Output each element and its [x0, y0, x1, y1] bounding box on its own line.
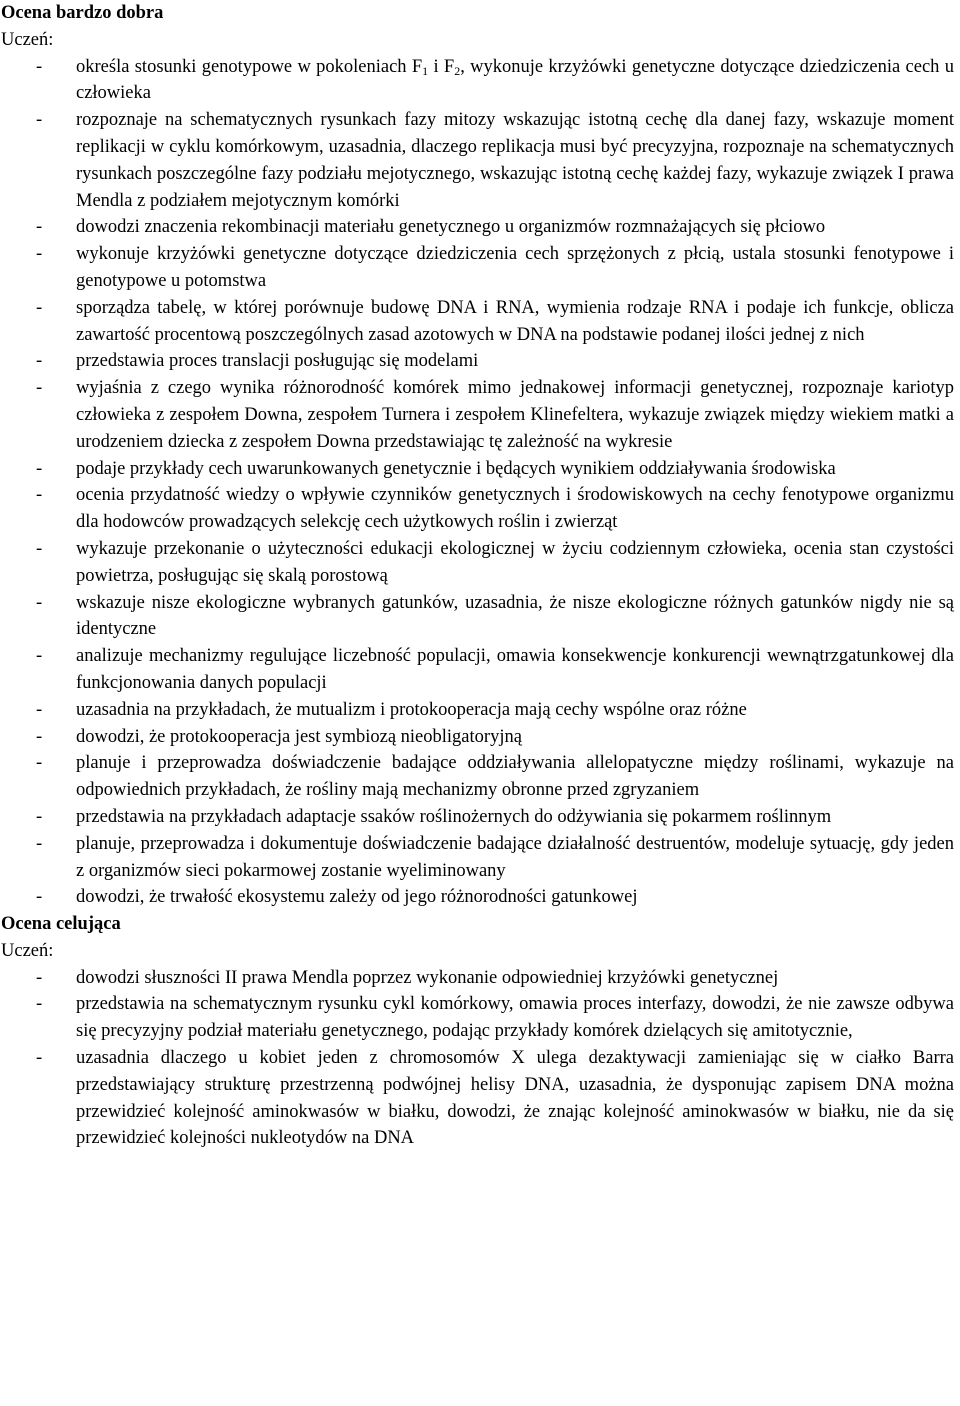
list-item [0, 214, 954, 241]
list-item [0, 536, 954, 590]
section-ocena-celujaca [0, 911, 954, 1152]
list-item-text: planuje, przeprowadza i dokumentuje doświadczenie badające działalność destruentów, modeluje sytuację, gdy jeden z organizmów sieci pokarmowej zostanie wyeliminowany [76, 833, 954, 881]
list-item-text: wyjaśnia z czego wynika różnorodność komórek mimo jednakowej informacji genetycznej, rozpoznaje kariotyp człowieka z zespołem Downa, zespołem Turnera i zespołem Klinefeltera, wykazuje związek między wiekiem matki a urodzeniem dziecka z zespołem Downa przedstawiając tę zależność na wykresie [76, 378, 954, 452]
list-item-text: sporządza tabelę, w której porównuje budowę DNA i RNA, wymienia rodzaje RNA i podaje ich funkcje, oblicza zawartość procentową poszczególnych zasad azotowych w DNA na podstawie podanej ilości jednej z nich [76, 297, 954, 345]
list-item-text: planuje i przeprowadza doświadczenie badające oddziaływania allelopatyczne między roślinami, wykazuje na odpowiednich przykładach, że rośliny mają mechanizmy obronne przed zgryzaniem [76, 753, 954, 801]
list-dash: - [36, 297, 43, 318]
section-heading: Ocena bardzo dobra [1, 3, 164, 23]
list-dash: - [36, 592, 43, 613]
list-item [0, 456, 954, 483]
list-dash: - [36, 646, 43, 667]
list-dash: - [36, 833, 43, 854]
list-item-text: wykonuje krzyżówki genetyczne dotyczące dziedziczenia cech sprzężonych z płcią, ustala stosunki fenotypowe i genotypowe u potomstwa [76, 244, 954, 291]
section-heading: Ocena celująca [1, 914, 121, 935]
list-dash: - [36, 244, 43, 265]
list-dash: - [36, 378, 43, 399]
list-item-text: dowodzi znaczenia rekombinacji materiału genetycznego u organizmów rozmnażających się płciowo [76, 217, 826, 238]
list-dash: - [36, 994, 43, 1015]
list-dash: - [36, 1048, 43, 1069]
list-dash: - [36, 351, 43, 372]
list-item [0, 831, 954, 885]
list-item [0, 724, 954, 751]
list-item-text: dowodzi, że trwałość ekosystemu zależy od jego różnorodności gatunkowej [76, 887, 638, 908]
list-item-text: przedstawia proces translacji posługując się modelami [76, 351, 479, 372]
list-item-text: przedstawia na schematycznym rysunku cykl komórkowy, omawia proces interfazy, dowodzi, że nie zawsze odbywa się precyzyjny podział materiału genetycznego, podając przykłady komórek dzielących się amitotycznie, [76, 994, 954, 1042]
student-label: Uczeń: [1, 940, 54, 961]
list-dash: - [36, 887, 43, 908]
list-dash: - [36, 110, 43, 131]
requirements-list [0, 965, 954, 1153]
list-item [0, 54, 954, 108]
list-dash: - [36, 726, 43, 747]
list-dash: - [36, 56, 43, 77]
list-item [0, 241, 954, 295]
list-item [0, 643, 954, 697]
list-dash: - [36, 806, 43, 827]
list-item-text: dowodzi, że protokooperacja jest symbiozą nieobligatoryjną [76, 726, 522, 747]
list-item [0, 804, 954, 831]
list-item [0, 295, 954, 349]
list-dash: - [36, 538, 43, 559]
list-item-text: wskazuje nisze ekologiczne wybranych gatunków, uzasadnia, że nisze ekologiczne różnych gatunków nigdy nie są identyczne [76, 592, 954, 640]
list-dash: - [36, 458, 43, 479]
list-dash: - [36, 217, 43, 238]
list-item [0, 375, 954, 455]
list-item [0, 348, 954, 375]
list-item-text: uzasadnia na przykładach, że mutualizm i protokooperacja mają cechy wspólne oraz różne [76, 699, 747, 720]
list-item-text: dowodzi słuszności II prawa Mendla poprzez wykonanie odpowiedniej krzyżówki genetycznej [76, 967, 779, 988]
list-item-text: ocenia przydatność wiedzy o wpływie czynników genetycznych i środowiskowych na cechy fenotypowe organizmu dla hodowców prowadzących selekcję cech użytkowych roślin i zwierząt [76, 485, 954, 533]
list-item [0, 107, 954, 214]
list-item [0, 1045, 954, 1152]
list-item [0, 965, 954, 992]
list-item-text: wykazuje przekonanie o użyteczności edukacji ekologicznej w życiu codziennym człowieka, ocenia stan czystości powietrza, posługując się skalą porostową [76, 538, 954, 586]
list-item-text: określa stosunki genotypowe w pokoleniach $F_1$ i $F_2$, wykonuje krzyżówki genetyczne dotyczące dziedziczenia cech u człowieka [76, 56, 954, 104]
list-dash: - [36, 699, 43, 720]
list-dash: - [36, 967, 43, 988]
student-label: Uczeń: [1, 29, 54, 50]
list-item [0, 697, 954, 724]
list-item-text: analizuje mechanizmy regulujące liczebność populacji, omawia konsekwencje konkurencji wewnątrzgatunkowej dla funkcjonowania danych populacji [76, 646, 954, 693]
requirements-list [0, 54, 954, 912]
list-dash: - [36, 753, 43, 774]
list-item [0, 991, 954, 1045]
list-item [0, 590, 954, 644]
list-item-text: uzasadnia dlaczego u kobiet jeden z chromosomów X ulega dezaktywacji zamieniając się w ciałko Barra przedstawiający strukturę przestrzenną podwójnej helisy DNA, uzasadnia, że dysponując zapisem DNA można przewidzieć kolejność aminokwasów w białku, dowodzi, że znając kolejność aminokwasów w białku, nie da się przewidzieć kolejności nukleotydów na DNA [76, 1048, 954, 1149]
list-dash: - [36, 485, 43, 506]
list-item [0, 884, 954, 911]
list-item-text: podaje przykłady cech uwarunkowanych genetycznie i będących wynikiem oddziaływania środowiska [76, 458, 836, 479]
list-item [0, 750, 954, 804]
list-item [0, 482, 954, 536]
list-item-text: rozpoznaje na schematycznych rysunkach fazy mitozy wskazując istotną cechę dla danej fazy, wskazuje moment replikacji w cyklu komórkowym, uzasadnia, dlaczego replikacja musi być precyzyjna, rozpoznaje na schematycznych rysunkach poszczególne fazy podziału mejotycznego, wskazując istotną cechę każdej fazy, wykazuje związek I prawa Mendla z podziałem mejotycznym komórki [76, 110, 954, 211]
list-item-text: przedstawia na przykładach adaptacje ssaków roślinożernych do odżywiania się pokarmem roślinnym [76, 806, 832, 827]
